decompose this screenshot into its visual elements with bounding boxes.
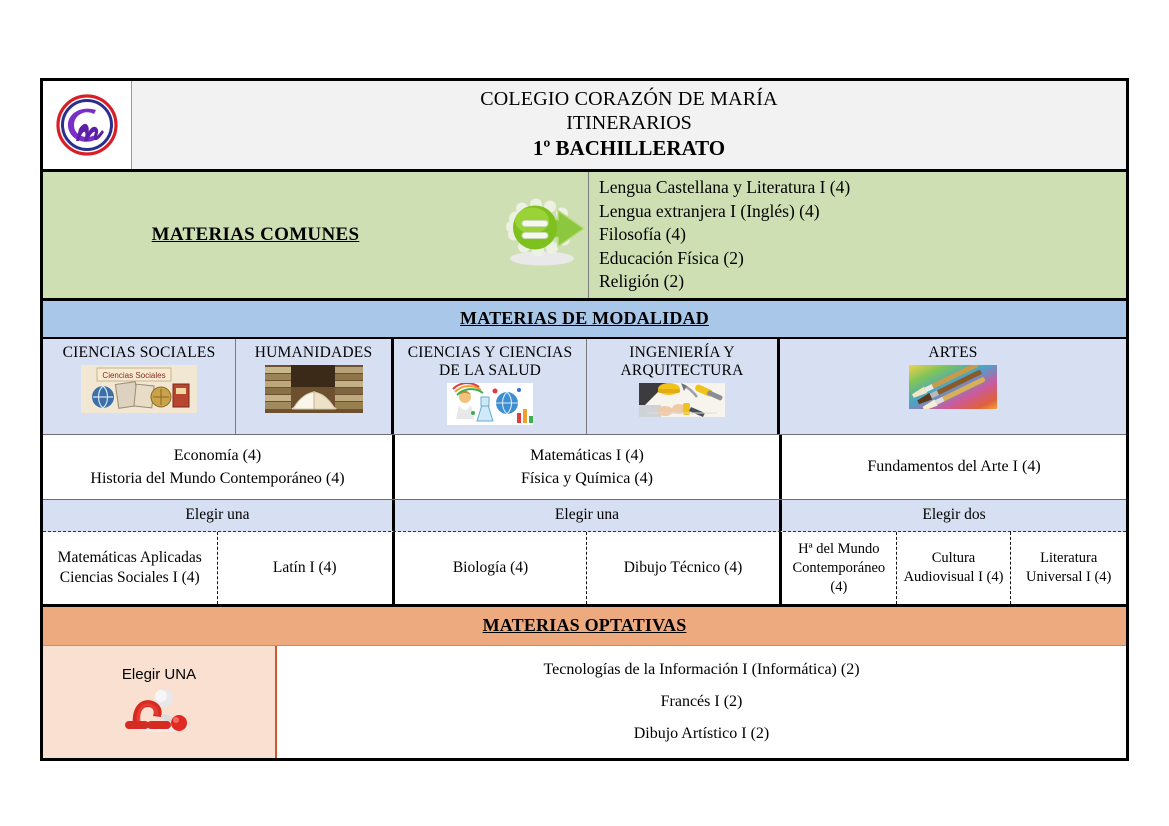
materias-optativas-band [43,607,1126,646]
core-subject: Fundamentos del Arte I (4) [867,458,1041,476]
option-item[interactable]: Dibujo Técnico (4) [623,559,743,577]
option-group-artes [782,532,1126,605]
category-humanidades [236,339,394,434]
comun-subject: Lengua extranjera I (Inglés) (4) [599,200,820,221]
modalidad-options-row [43,532,1126,608]
materias-comunes-label-cell [43,172,588,297]
course-level: 1º BACHILLERATO [532,135,726,160]
optativas-choose-label: Elegir UNA [121,666,197,684]
option-item[interactable]: Matemáticas Aplicadas Ciencias Sociales I (4) [43,532,218,605]
category-title: HUMANIDADES [254,343,373,361]
optativas-subjects [277,646,1126,758]
modalidad-choose-row [43,500,1126,532]
core-group-salud-ingenieria [395,435,782,499]
svg-text:Ciencias Sociales: Ciencias Sociales [102,370,166,380]
category-title: CIENCIAS SOCIALES [62,343,216,361]
science-lab-thumbnail [447,383,533,430]
materias-comunes-label: MATERIAS COMUNES [151,223,360,245]
table-header-row [43,81,1126,172]
materias-modalidad-band [43,301,1126,339]
comun-subject: Religión (2) [599,271,685,292]
itinerary-table [40,78,1129,761]
modalidad-core-subjects-row [43,435,1126,500]
comun-subject: Educación Física (2) [599,247,744,268]
option-item[interactable]: Latín I (4) [272,559,337,577]
optativa-subject[interactable]: Tecnologías de la Información I (Informática) (2) [543,661,860,679]
choose-label-artes: Elegir dos [922,505,986,523]
option-item[interactable]: Literatura Universal I (4) [1026,550,1112,586]
category-title: INGENIERÍA Y ARQUITECTURA [620,343,744,379]
category-ciencias-sociales [43,339,236,434]
materias-comunes-row [43,172,1126,300]
option-item[interactable]: Cultura Audiovisual I (4) [897,532,1012,605]
comun-subject: Filosofía (4) [599,224,687,245]
option-group-ciencias [395,532,782,605]
document-subtitle: ITINERARIOS [566,112,692,135]
optativa-subject[interactable]: Dibujo Artístico I (2) [633,725,770,743]
category-title: CIENCIAS Y CIENCIAS DE LA SALUD [407,343,573,379]
engineering-tools-thumbnail [639,383,725,422]
core-subject: Historia del Mundo Contemporáneo (4) [90,469,345,487]
red-figure-with-ball-icon [117,685,201,738]
core-subject: Economía (4) [173,446,262,464]
option-group-sociales [43,532,395,605]
paintbrushes-palette-thumbnail [909,365,997,414]
header-title-block [132,81,1126,169]
core-subject: Matemáticas I (4) [530,446,644,464]
category-ingenieria-arquitectura [587,339,780,434]
optativas-row [43,646,1126,758]
choose-label-ciencias: Elegir una [395,500,782,531]
materias-comunes-subjects [588,172,1126,297]
category-artes [780,339,1126,434]
category-ciencias-salud [394,339,587,434]
logo-cell [43,81,132,169]
category-title: ARTES [928,343,978,361]
core-subject: Física y Química (4) [521,469,653,487]
materias-optativas-label: MATERIAS OPTATIVAS [482,615,687,636]
option-item[interactable]: Hª del Mundo Contemporáneo (4) [782,532,897,605]
school-crest-icon [56,94,118,156]
open-books-thumbnail [265,365,363,418]
ciencias-sociales-collage-thumbnail [81,365,197,418]
optativas-choose-cell [43,646,277,758]
materias-modalidad-label: MATERIAS DE MODALIDAD [460,307,709,328]
modalidad-category-header-row [43,339,1126,435]
comun-subject: Lengua Castellana y Literatura I (4) [599,177,851,198]
option-item[interactable]: Biología (4) [395,532,587,605]
core-group-artes [782,435,1126,499]
choose-label-sociales: Elegir una [43,500,395,531]
school-name: COLEGIO CORAZÓN DE MARÍA [480,88,778,110]
core-group-sociales-humanidades [43,435,395,499]
green-equals-arrow-icon [498,196,590,273]
optativa-subject[interactable]: Francés I (2) [660,693,743,711]
